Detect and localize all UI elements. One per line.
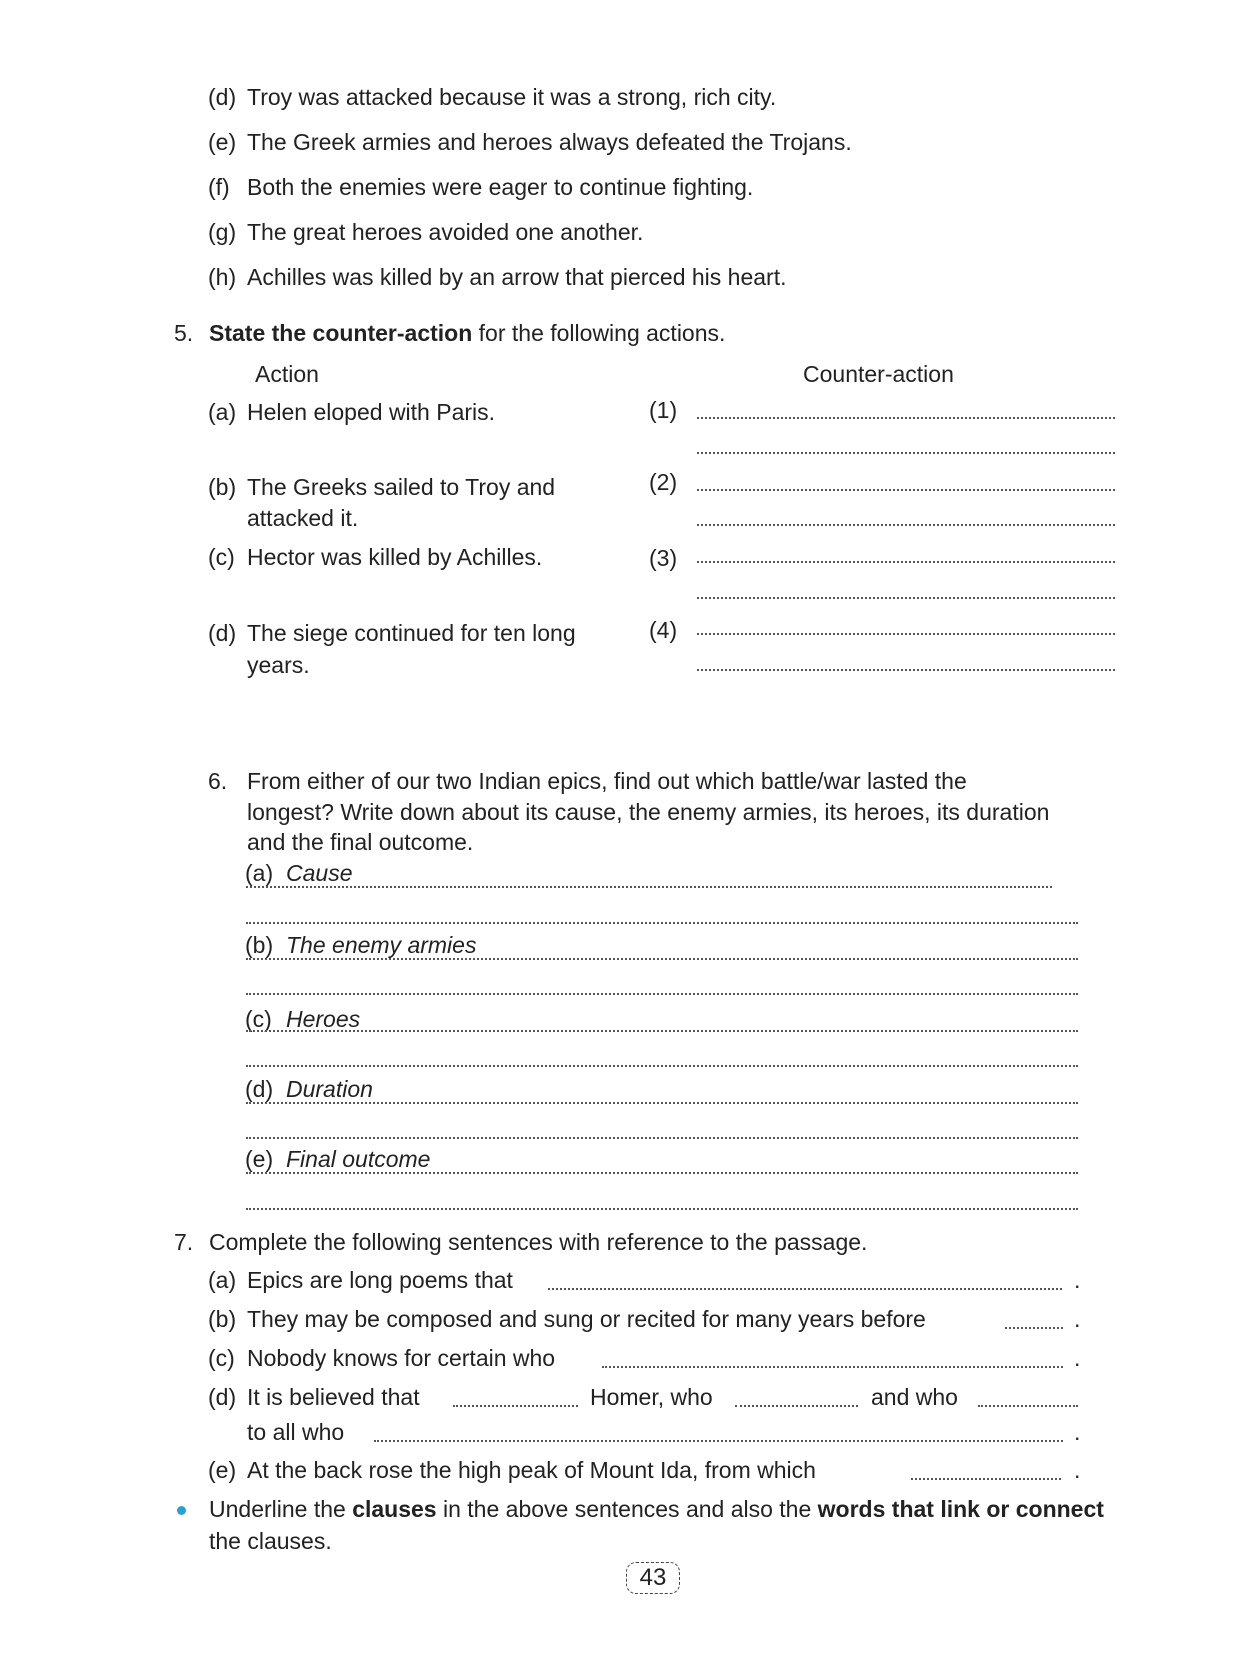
- question-line: longest? Write down about its cause, the enemy armies, its heroes, its duration: [247, 799, 1050, 825]
- prompt-bold: State the counter-action: [209, 320, 473, 346]
- item-label: (g): [208, 219, 237, 245]
- answer-line[interactable]: [602, 1366, 1063, 1368]
- instruction-bold: words that link or connect: [817, 1496, 1104, 1522]
- answer-line[interactable]: [735, 1405, 858, 1407]
- answer-line[interactable]: [246, 1172, 1078, 1174]
- bullet-icon: [177, 1506, 186, 1515]
- question-line: From either of our two Indian epics, find out which battle/war lasted the: [247, 768, 967, 794]
- answer-line[interactable]: [246, 1137, 1078, 1139]
- item-label: (c): [245, 1006, 272, 1032]
- question-line: and the final outcome.: [247, 829, 474, 855]
- counter-number: (3): [649, 545, 678, 571]
- page-number: 43: [626, 1562, 680, 1594]
- counter-number: (1): [649, 397, 678, 423]
- action-text: Hector was killed by Achilles.: [247, 544, 543, 570]
- answer-line[interactable]: [697, 597, 1115, 599]
- answer-line[interactable]: [697, 452, 1115, 454]
- answer-line[interactable]: [246, 1208, 1078, 1210]
- item-text: The Greek armies and heroes always defeated the Trojans.: [247, 129, 852, 155]
- sentence-text: Epics are long poems that: [247, 1267, 513, 1293]
- item-text: Achilles was killed by an arrow that pierced his heart.: [247, 264, 787, 290]
- sentence-text: They may be composed and sung or recited for many years before: [247, 1306, 926, 1332]
- item-label: (b): [245, 932, 274, 958]
- answer-line[interactable]: [246, 993, 1078, 995]
- sentence-period: .: [1074, 1457, 1081, 1483]
- answer-line[interactable]: [1005, 1327, 1063, 1329]
- answer-line[interactable]: [246, 1102, 1078, 1104]
- sentence-text: At the back rose the high peak of Mount Ida, from which: [247, 1457, 816, 1483]
- answer-line[interactable]: [697, 489, 1115, 491]
- action-text-cont: attacked it.: [247, 505, 359, 531]
- item-text: Both the enemies were eager to continue fighting.: [247, 174, 754, 200]
- prompt-rest: for the following actions.: [472, 320, 726, 346]
- instruction-bold: clauses: [352, 1496, 437, 1522]
- question-prompt: [209, 320, 725, 347]
- instruction-line-2: the clauses.: [209, 1528, 332, 1554]
- item-label: (a): [208, 399, 237, 425]
- column-header-counter-action: Counter-action: [803, 361, 954, 387]
- answer-line[interactable]: [246, 1065, 1078, 1067]
- answer-line[interactable]: [978, 1405, 1078, 1407]
- item-label: (f): [208, 174, 230, 200]
- item-text: Final outcome: [286, 1146, 431, 1172]
- sentence-text: Homer, who: [590, 1384, 713, 1410]
- item-label: (a): [208, 1267, 237, 1293]
- question-number: 7.: [174, 1229, 194, 1255]
- answer-line[interactable]: [374, 1440, 1063, 1442]
- instruction-line: [209, 1496, 1104, 1523]
- item-label: (e): [245, 1146, 274, 1172]
- sentence-text: and who: [871, 1384, 958, 1410]
- item-text: Cause: [286, 860, 353, 886]
- answer-line[interactable]: [246, 886, 1052, 888]
- item-label: (c): [208, 544, 235, 570]
- answer-line[interactable]: [697, 633, 1115, 635]
- answer-line[interactable]: [453, 1405, 578, 1407]
- item-label: (d): [208, 84, 237, 110]
- answer-line[interactable]: [246, 1030, 1078, 1032]
- answer-line[interactable]: [697, 561, 1115, 563]
- answer-line[interactable]: [246, 958, 1078, 960]
- action-text: The Greeks sailed to Troy and: [247, 474, 556, 500]
- action-text: The siege continued for ten long: [247, 620, 576, 646]
- answer-line[interactable]: [246, 922, 1078, 924]
- question-number: 5.: [174, 320, 194, 346]
- counter-number: (2): [649, 469, 678, 495]
- item-label: (d): [208, 1384, 237, 1410]
- item-label: (b): [208, 474, 237, 500]
- sentence-period: .: [1074, 1267, 1081, 1293]
- item-label: (d): [208, 620, 237, 646]
- sentence-text: Nobody knows for certain who: [247, 1345, 556, 1371]
- instruction-text: Underline the: [209, 1496, 353, 1522]
- answer-line[interactable]: [697, 669, 1115, 671]
- sentence-text: It is believed that: [247, 1384, 420, 1410]
- item-label: (h): [208, 264, 237, 290]
- item-text: Duration: [286, 1076, 373, 1102]
- question-number: 6.: [208, 768, 228, 794]
- action-text: Helen eloped with Paris.: [247, 399, 496, 425]
- sentence-period: .: [1074, 1345, 1081, 1371]
- item-text: The enemy armies: [286, 932, 477, 958]
- item-text: Heroes: [286, 1006, 361, 1032]
- answer-line[interactable]: [697, 524, 1115, 526]
- answer-line[interactable]: [911, 1478, 1061, 1480]
- column-header-action: Action: [255, 361, 319, 387]
- answer-line[interactable]: [548, 1288, 1062, 1290]
- action-text-cont: years.: [247, 652, 310, 678]
- sentence-text: to all who: [247, 1419, 345, 1445]
- sentence-period: .: [1074, 1419, 1081, 1445]
- item-label: (a): [245, 860, 274, 886]
- instruction-text: in the above sentences and also the: [436, 1496, 818, 1522]
- counter-number: (4): [649, 617, 678, 643]
- item-text: The great heroes avoided one another.: [247, 219, 644, 245]
- item-label: (e): [208, 129, 237, 155]
- question-prompt: Complete the following sentences with reference to the passage.: [209, 1229, 868, 1255]
- answer-line[interactable]: [697, 417, 1115, 419]
- item-label: (c): [208, 1345, 235, 1371]
- item-label: (e): [208, 1457, 237, 1483]
- item-label: (b): [208, 1306, 237, 1332]
- sentence-period: .: [1074, 1306, 1081, 1332]
- item-text: Troy was attacked because it was a strong, rich city.: [247, 84, 777, 110]
- item-label: (d): [245, 1076, 274, 1102]
